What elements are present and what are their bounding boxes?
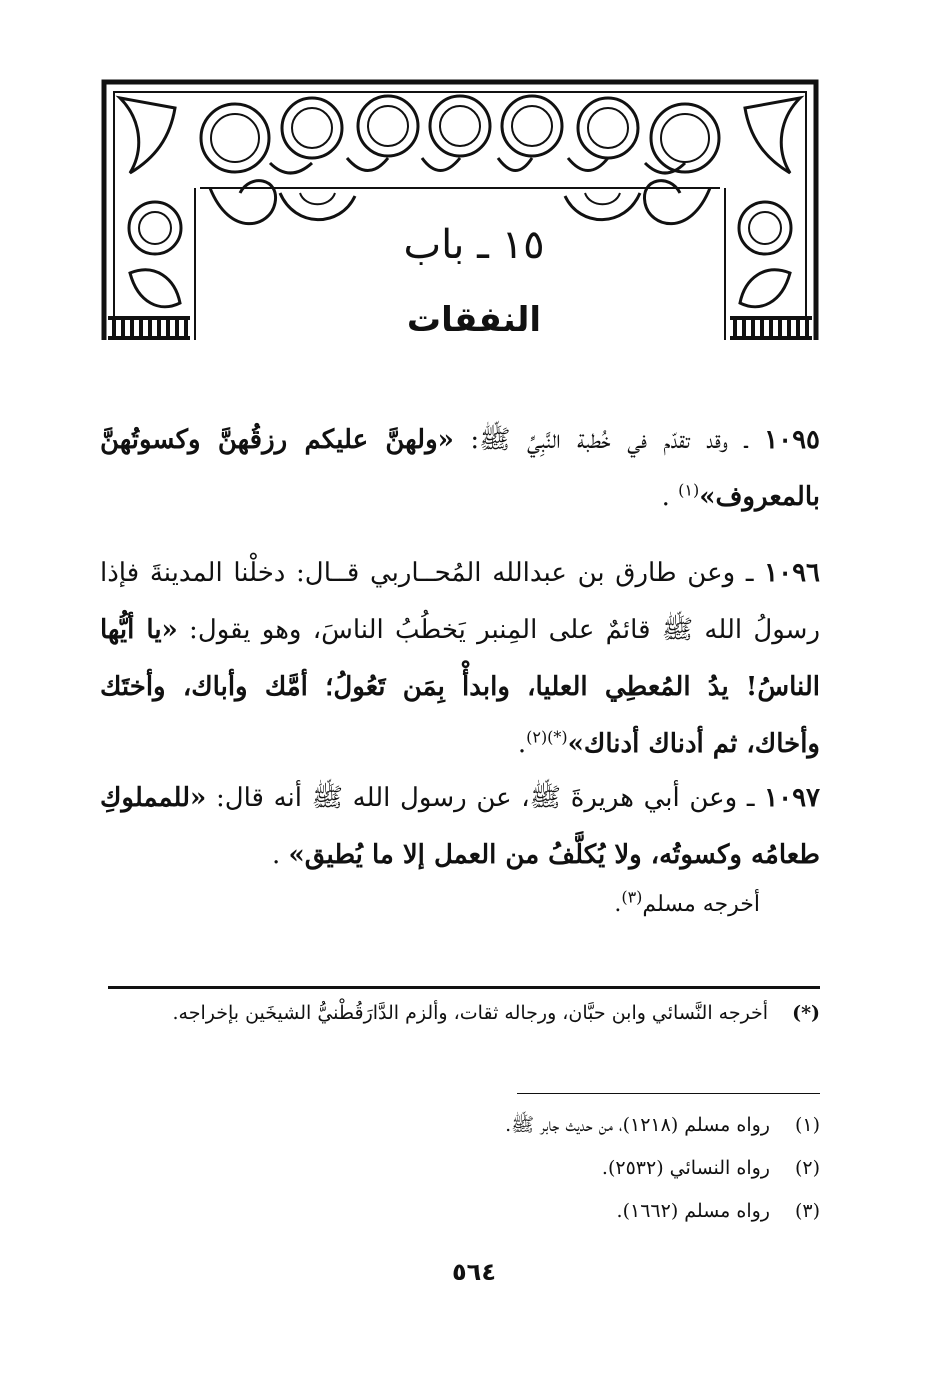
hadith-paragraph [100,545,820,773]
footnote-number: (٢) [794,1157,820,1179]
hadith-paragraph [100,770,820,884]
footnote-item [108,1147,820,1190]
hadith-intro: ـ وعن طارق بن عبدالله المُحــاربي قــال: دخلْنا المدينةَ فإذا رسولُ الله ﷺ قائمٌ على المِنبر يَخطُبُ الناسَ، وهو يقول: [100,558,820,645]
footnote-reference[interactable]: (*)(٢) [526,727,568,747]
editor-note [108,1002,820,1024]
hadith-number: ١٠٩٥ [764,425,820,455]
takhrij-line [100,887,760,917]
hadith-paragraph [100,412,820,526]
hadith-number: ١٠٩٦ [764,558,820,588]
hadith-number: ١٠٩٧ [764,783,820,813]
hadith-quote: «يا أيُّها الناسُ! يدُ المُعطِي العليا، وابدأْ بِمَن تَعُولُ؛ أمَّك وأباك، وأختَك وأخاك، ثم أدناك أدناك» [100,615,820,759]
editor-note-divider [108,986,820,989]
takhrij-ending: . [614,892,622,917]
footnote-item [108,1104,820,1147]
takhrij-text: أخرجه مسلم [642,892,760,917]
footnote-text: رواه النسائي (٢٥٣٢). [601,1157,770,1179]
footnote-item [108,1190,820,1233]
editor-note-mark: (*) [792,1002,820,1024]
hadith-ending: . [517,729,527,759]
footnote-number: (٣) [794,1200,820,1222]
footnotes [108,1104,820,1233]
hadith-ending: . [272,840,289,870]
editor-note-text: أخرجه النَّسائي وابن حبَّان، ورجاله ثقات، وألزم الدَّارَقُطْنيُّ الشيخَين بإخراجه. [172,1002,769,1024]
footnote-text: رواه مسلم (١٦٦٢). [616,1200,770,1222]
page-number: ٥٦٤ [452,1258,496,1286]
footnote-reference[interactable]: (٣) [621,887,643,907]
footnote-number: (١) [794,1114,820,1136]
hadith-intro: ـ وقد تقدّم في خُطبة النَّبِيِّ ﷺ: [453,425,765,455]
chapter-title: النفقات [406,300,542,340]
hadith-intro: ـ وعن أبي هريرةَ ﷺ، عن رسول الله ﷺ أنه قال: [206,783,765,813]
footnotes-divider [517,1093,820,1094]
footnote-text: رواه مسلم (١٢١٨)، من حديث جابر ﷺ. [505,1114,770,1136]
hadith-quote: «ولهنَّ عليكم رزقُهنَّ وكسوتُهنَّ بالمعروف» [100,425,820,512]
chapter-number: ١٥ ـ باب [403,222,545,268]
hadith-quote: «للمملوكِ طعامُه وكسوتُه، ولا يُكلَّفُ من العمل إلا ما يُطيق» [100,783,820,870]
footnote-reference[interactable]: (١) [678,480,700,500]
hadith-ending: . [661,482,679,512]
